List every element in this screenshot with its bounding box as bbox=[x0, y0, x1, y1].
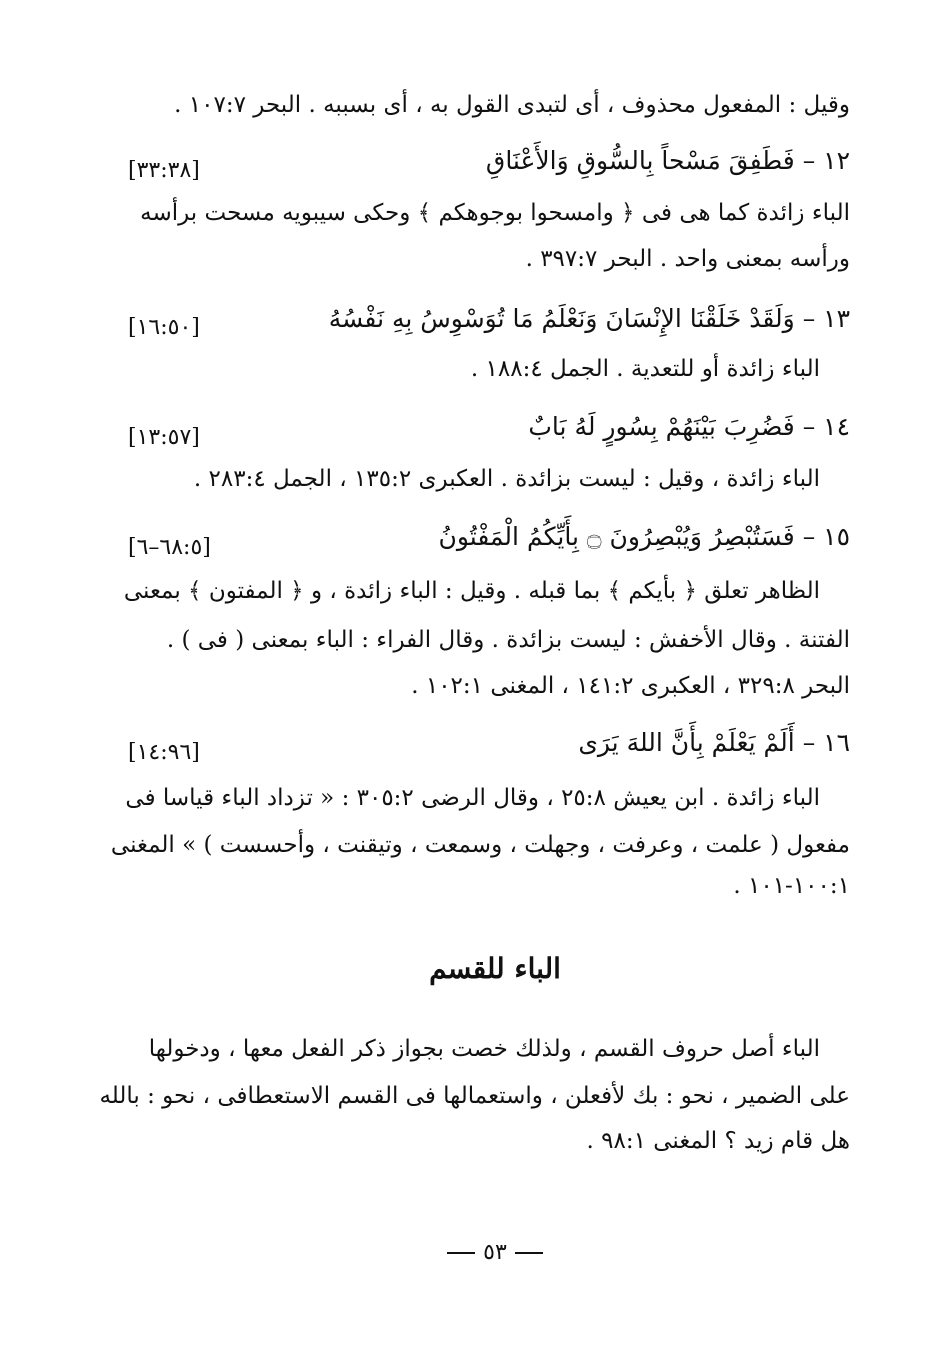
verse-line bbox=[528, 412, 850, 442]
page-number-value: ٥٣ bbox=[483, 1240, 507, 1265]
verse-text: أَلَمْ يَعْلَمْ بِأَنَّ اللهَ يَرَى bbox=[578, 728, 795, 757]
text-line: مفعول ( علمت ، وعرفت ، وجهلت ، وسمعت ، وتيقنت ، وأحسست ) » المغنى bbox=[110, 832, 850, 858]
text-line: ورأسه بمعنى واحد . البحر ٣٩٧:٧ . bbox=[525, 246, 850, 272]
text-line: البحر ٣٢٩:٨ ، العكبرى ١٤١:٢ ، المغنى ١٠٢:١ . bbox=[411, 673, 850, 699]
page-number bbox=[0, 1240, 945, 1265]
section-heading: الباء للقسم bbox=[429, 952, 561, 985]
verse-number: ١٥ – bbox=[802, 522, 850, 551]
verse-line bbox=[578, 728, 850, 758]
verse-text: فَطَفِقَ مَسْحاً بِالسُّوقِ وَالأَعْنَاقِ bbox=[485, 146, 795, 175]
text-line: الباء زائدة أو للتعدية . الجمل ١٨٨:٤ . bbox=[470, 356, 820, 382]
verse-text: فَضُرِبَ بَيْنَهُمْ بِسُورٍ لَهُ بَابٌ bbox=[528, 412, 795, 441]
verse-text: وَلَقَدْ خَلَقْنَا الإِنْسَانَ وَنَعْلَمُ مَا تُوَسْوِسُ بِهِ نَفْسُهُ bbox=[328, 304, 795, 333]
verse-reference: [١٣:٥٧] bbox=[128, 425, 200, 450]
text-line: الباء زائدة كما هى فى ﴿ وامسحوا بوجوهكم ﴾ وحكى سيبويه مسحت برأسه bbox=[140, 200, 850, 226]
verse-reference: [٦٨:٥–٦] bbox=[128, 535, 211, 560]
verse-line bbox=[439, 522, 850, 552]
verse-reference: [١٦:٥٠] bbox=[128, 315, 200, 340]
verse-line bbox=[329, 304, 850, 334]
text-line: الظاهر تعلق ﴿ بأيكم ﴾ بما قبله . وقيل : الباء زائدة ، و ﴿ المفتون ﴾ بمعنى bbox=[123, 578, 820, 604]
text-line: هل قام زيد ؟ المغنى ٩٨:١ . bbox=[586, 1128, 850, 1154]
text-line: على الضمير ، نحو : بك لأفعلن ، واستعمالها فى القسم الاستعطافى ، نحو : بالله bbox=[99, 1083, 850, 1109]
text-line: ١٠٠:١-١٠١ . bbox=[733, 873, 850, 899]
verse-text: فَسَتُبْصِرُ وَيُبْصِرُونَ ۝ بِأَيِّكُمُ الْمَفْتُونُ bbox=[438, 522, 795, 551]
verse-reference: [٣٣:٣٨] bbox=[128, 158, 200, 183]
verse-number: ١٤ – bbox=[802, 412, 850, 441]
text-line: الباء زائدة . ابن يعيش ٢٥:٨ ، وقال الرضى ٣٠٥:٢ : « تزداد الباء قياسا فى bbox=[125, 785, 820, 811]
text-line: الباء زائدة ، وقيل : ليست بزائدة . العكبرى ١٣٥:٢ ، الجمل ٢٨٣:٤ . bbox=[193, 466, 820, 492]
verse-line bbox=[486, 146, 850, 176]
text-line: الفتنة . وقال الأخفش : ليست بزائدة . وقال الفراء : الباء بمعنى ( فى ) . bbox=[166, 627, 850, 653]
verse-number: ١٣ – bbox=[802, 304, 850, 333]
verse-number: ١٦ – bbox=[802, 728, 850, 757]
verse-number: ١٢ – bbox=[802, 146, 850, 175]
verse-reference: [١٤:٩٦] bbox=[128, 740, 200, 765]
text-line: وقيل : المفعول محذوف ، أى لتبدى القول به ، أى بسببه . البحر ١٠٧:٧ . bbox=[174, 92, 850, 118]
text-line: الباء أصل حروف القسم ، ولذلك خصت بجواز ذكر الفعل معها ، ودخولها bbox=[148, 1036, 820, 1062]
